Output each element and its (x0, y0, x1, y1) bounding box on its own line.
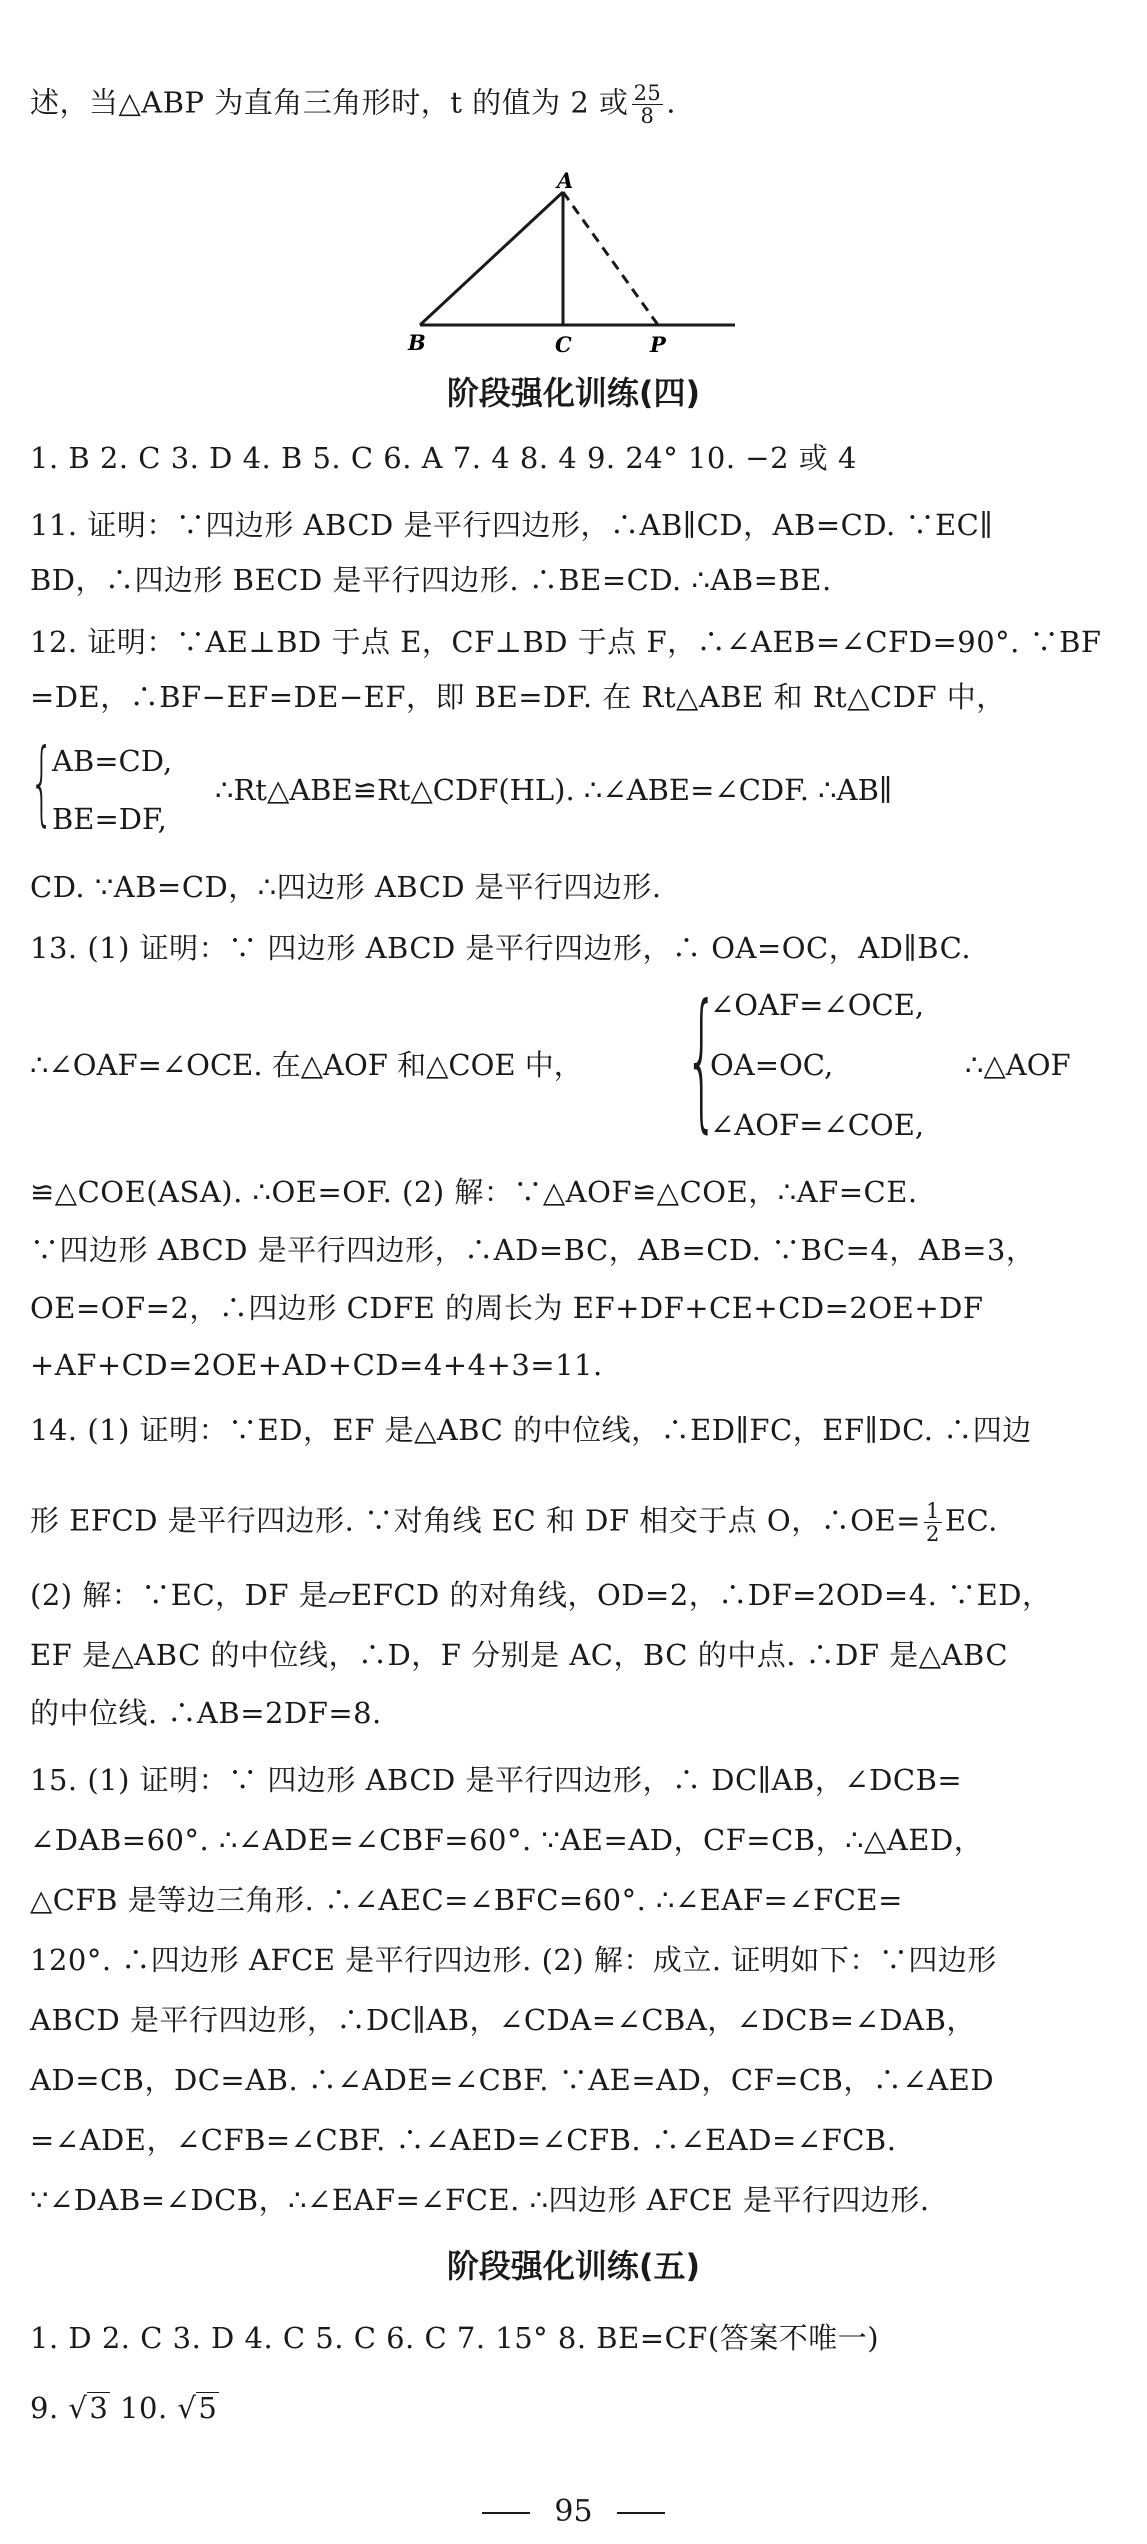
problem-12-line-2: =DE，∴BF−EF=DE−EF，即 BE=DF. 在 Rt△ABE 和 Rt△CDF 中， (30, 680, 1006, 714)
section-heading-5: 阶段强化训练(五) (446, 2247, 701, 2285)
problem-11-line-2: BD，∴四边形 BECD 是平行四边形. ∴BE=CD. ∴AB=BE. (30, 563, 832, 597)
label-p: P (650, 332, 666, 355)
answers-line-4: 1. B 2. C 3. D 4. B 5. C 6. A 7. 4 8. 4 9. 24° 10. −2 或 4 (30, 441, 857, 475)
problem-15-line-5: ABCD 是平行四边形，∴DC∥AB，∠CDA=∠CBA，∠DCB=∠DAB， (30, 2003, 976, 2037)
text: . (666, 85, 677, 120)
divider (482, 2512, 530, 2514)
numerator: 1 (925, 1499, 940, 1523)
problem-13-line-1: 13. (1) 证明：∵ 四边形 ABCD 是平行四边形，∴ OA=OC，AD∥BC. (30, 931, 972, 965)
page-footer (0, 2492, 1147, 2532)
problem-14-line-3: (2) 解：∵EC，DF 是▱EFCD 的对角线，OD=2，∴DF=2OD=4. ∵ED， (30, 1578, 1052, 1612)
problem-15-line-6: AD=CB，DC=AB. ∴∠ADE=∠CBF. ∵AE=AD，CF=CB，∴∠AED (30, 2063, 995, 2097)
problem-15-line-3: △CFB 是等边三角形. ∴∠AEC=∠BFC=60°. ∴∠EAF=∠FCE= (30, 1883, 903, 1917)
text: ∴△AOF (965, 1048, 1071, 1082)
system-row: ∠AOF=∠COE, (710, 1108, 925, 1142)
problem-14-line-2 (30, 1500, 1120, 1545)
problem-15-line-2: ∠DAB=60°. ∴∠ADE=∠CBF=60°. ∵AE=AD，CF=CB，∴△AED， (30, 1823, 984, 1857)
problem-12-line-1: 12. 证明：∵AE⊥BD 于点 E，CF⊥BD 于点 F，∴∠AEB=∠CFD=90°. ∵BF (30, 625, 1102, 659)
text: ∴Rt△ABE≌Rt△CDF(HL). ∴∠ABE=∠CDF. ∴AB∥ (215, 773, 893, 807)
answers-line-5: 1. D 2. C 3. D 4. C 5. C 6. C 7. 15° 8. BE=CF(答案不唯一) (30, 2321, 880, 2355)
system-row: AB=CD, (52, 744, 173, 778)
brace-icon: { (685, 973, 719, 1147)
denominator: 2 (925, 1522, 940, 1546)
system-row: OA=OC, (710, 1048, 834, 1082)
numerator: 25 (633, 81, 662, 105)
problem-15-line-4: 120°. ∴四边形 AFCE 是平行四边形. (2) 解：成立. 证明如下：∵四边形 (30, 1943, 997, 1977)
label-c: C (555, 332, 572, 355)
problem-13-line-4: ∵四边形 ABCD 是平行四边形，∴AD=BC，AB=CD. ∵BC=4，AB=3， (30, 1233, 1036, 1267)
line-1 (30, 82, 1120, 127)
divider (617, 2512, 665, 2514)
text: 9. (30, 2391, 69, 2425)
equation-system-12 (30, 729, 1120, 845)
brace-icon: { (30, 729, 54, 836)
segment-ab (420, 192, 563, 325)
sqrt-icon: √ (68, 2391, 88, 2425)
problem-13-line-6: +AF+CD=2OE+AD+CD=4+4+3=11. (30, 1348, 603, 1382)
equation-system-13 (30, 973, 1120, 1155)
triangle-figure (400, 170, 740, 355)
problem-11-line-1: 11. 证明：∵四边形 ABCD 是平行四边形，∴AB∥CD，AB=CD. ∵EC∥ (30, 508, 994, 542)
text: EC. (944, 1503, 998, 1538)
system-row: ∠OAF=∠OCE, (710, 988, 925, 1022)
problem-14-line-1: 14. (1) 证明：∵ED，EF 是△ABC 的中位线，∴ED∥FC，EF∥DC. ∴四边 (30, 1413, 1032, 1447)
fraction (632, 82, 664, 127)
text: 10. (110, 2391, 178, 2425)
radicand: 5 (198, 2391, 218, 2425)
problem-15-line-8: ∵∠DAB=∠DCB，∴∠EAF=∠FCE. ∴四边形 AFCE 是平行四边形. (30, 2183, 930, 2217)
fraction (924, 1500, 942, 1545)
problem-15-line-1: 15. (1) 证明：∵ 四边形 ABCD 是平行四边形，∴ DC∥AB，∠DCB= (30, 1763, 963, 1797)
denominator: 8 (640, 104, 655, 128)
page-number: 95 (554, 2494, 593, 2529)
label-a: A (557, 170, 574, 193)
label-b: B (408, 330, 426, 355)
problem-15-line-7: =∠ADE，∠CFB=∠CBF. ∴∠AED=∠CFB. ∴∠EAD=∠FCB. (30, 2123, 897, 2157)
text: ∴∠OAF=∠OCE. 在△AOF 和△COE 中， (30, 1048, 583, 1082)
text: 形 EFCD 是平行四边形. ∵对角线 EC 和 DF 相交于点 O，∴OE= (30, 1503, 921, 1538)
sqrt-icon: √ (177, 2391, 197, 2425)
problem-13-line-3: ≌△COE(ASA). ∴OE=OF. (2) 解：∵△AOF≌△COE，∴AF=CE. (30, 1175, 918, 1209)
section-heading-4: 阶段强化训练(四) (446, 374, 701, 412)
radicand: 3 (89, 2391, 109, 2425)
problem-13-line-5: OE=OF=2，∴四边形 CDFE 的周长为 EF+DF+CE+CD=2OE+DF (30, 1291, 984, 1325)
problem-14-line-4: EF 是△ABC 的中位线，∴D，F 分别是 AC，BC 的中点. ∴DF 是△ABC (30, 1638, 1009, 1672)
answers-line-5b (30, 2388, 1120, 2428)
problem-12-line-4: CD. ∵AB=CD，∴四边形 ABCD 是平行四边形. (30, 870, 662, 904)
system-row: BE=DF, (52, 802, 167, 836)
problem-14-line-5: 的中位线. ∴AB=2DF=8. (30, 1696, 382, 1730)
text: 述，当△ABP 为直角三角形时，t 的值为 2 或 (30, 85, 629, 120)
segment-ap-dashed (563, 192, 658, 325)
